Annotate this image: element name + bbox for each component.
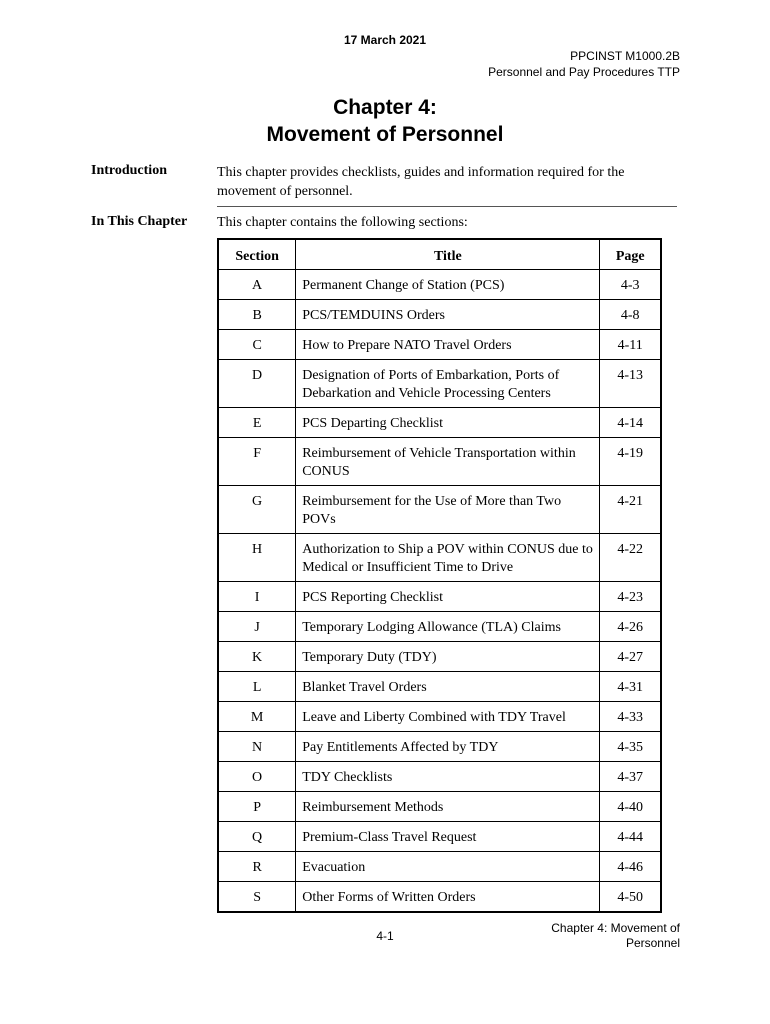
chapter-number: Chapter 4: [333,96,437,119]
header-section: Section [218,239,296,270]
section-cell: O [218,762,296,792]
page-cell: 4-37 [600,762,661,792]
page-cell: 4-44 [600,822,661,852]
section-cell: S [218,882,296,913]
header-title: Title [296,239,600,270]
title-cell: Leave and Liberty Combined with TDY Travel [296,702,600,732]
section-cell: C [218,330,296,360]
title-cell: Permanent Change of Station (PCS) [296,270,600,300]
chapter-title [0,94,770,148]
table-row [218,300,661,330]
section-cell: P [218,792,296,822]
title-cell: Other Forms of Written Orders [296,882,600,913]
table-row [218,360,661,408]
page-cell: 4-23 [600,582,661,612]
document-id: PPCINST M1000.2B [570,49,680,63]
footer-chapter-line1: Chapter 4: Movement of [551,921,680,935]
section-cell: R [218,852,296,882]
section-cell: M [218,702,296,732]
title-cell: Premium-Class Travel Request [296,822,600,852]
page-cell: 4-19 [600,438,661,486]
title-cell: Temporary Duty (TDY) [296,642,600,672]
section-cell: N [218,732,296,762]
title-cell: Temporary Lodging Allowance (TLA) Claims [296,612,600,642]
section-cell: A [218,270,296,300]
table-body [218,270,661,913]
page-number: 4-1 [376,929,394,943]
title-cell: Blanket Travel Orders [296,672,600,702]
in-this-chapter-label: In This Chapter [91,214,188,229]
footer-chapter-line2: Personnel [625,936,680,950]
section-cell: I [218,582,296,612]
section-cell: G [218,486,296,534]
title-cell: Authorization to Ship a POV within CONUS due to Medical or Insufficient Time to Drive [296,534,600,582]
title-cell: Reimbursement of Vehicle Transportation within CONUS [296,438,600,486]
table-row [218,642,661,672]
title-cell: Pay Entitlements Affected by TDY [296,732,600,762]
table-row [218,486,661,534]
table-row [218,792,661,822]
table-row [218,732,661,762]
table-row [218,330,661,360]
section-divider [217,206,677,207]
title-cell: Evacuation [296,852,600,882]
section-cell: Q [218,822,296,852]
table-row [218,882,661,913]
sections-table [217,238,662,913]
page-cell: 4-35 [600,732,661,762]
header-page: Page [600,239,661,270]
table-row [218,270,661,300]
introduction-text: This chapter provides checklists, guides and information required for the movement of personnel. [217,165,625,199]
table-row [218,408,661,438]
document-date: 17 March 2021 [343,33,427,47]
table-row [218,672,661,702]
in-this-chapter-text: This chapter contains the following sections: [217,215,468,230]
running-header [488,48,680,80]
table-row [218,822,661,852]
title-cell: Designation of Ports of Embarkation, Ports of Debarkation and Vehicle Processing Centers [296,360,600,408]
page-cell: 4-8 [600,300,661,330]
section-cell: L [218,672,296,702]
table-row [218,702,661,732]
page-cell: 4-27 [600,642,661,672]
table-row [218,612,661,642]
page-cell: 4-14 [600,408,661,438]
title-cell: PCS Departing Checklist [296,408,600,438]
section-cell: E [218,408,296,438]
title-cell: How to Prepare NATO Travel Orders [296,330,600,360]
table-row [218,852,661,882]
table-row [218,582,661,612]
page-cell: 4-11 [600,330,661,360]
title-cell: TDY Checklists [296,762,600,792]
page-cell: 4-33 [600,702,661,732]
title-cell: Reimbursement for the Use of More than Two POVs [296,486,600,534]
section-cell: K [218,642,296,672]
title-cell: PCS/TEMDUINS Orders [296,300,600,330]
footer-chapter [551,921,680,951]
section-cell: D [218,360,296,408]
page-cell: 4-31 [600,672,661,702]
page-cell: 4-3 [600,270,661,300]
page-cell: 4-50 [600,882,661,913]
section-cell: F [218,438,296,486]
page-cell: 4-40 [600,792,661,822]
introduction-label: Introduction [91,163,167,178]
page-cell: 4-26 [600,612,661,642]
page-cell: 4-21 [600,486,661,534]
table-header-row [218,239,661,270]
chapter-name: Movement of Personnel [266,123,504,146]
page-cell: 4-22 [600,534,661,582]
section-cell: B [218,300,296,330]
table-row [218,762,661,792]
section-cell: H [218,534,296,582]
section-cell: J [218,612,296,642]
table-row [218,438,661,486]
title-cell: Reimbursement Methods [296,792,600,822]
title-cell: PCS Reporting Checklist [296,582,600,612]
table-row [218,534,661,582]
document-title: Personnel and Pay Procedures TTP [488,65,680,79]
page-cell: 4-13 [600,360,661,408]
page-cell: 4-46 [600,852,661,882]
